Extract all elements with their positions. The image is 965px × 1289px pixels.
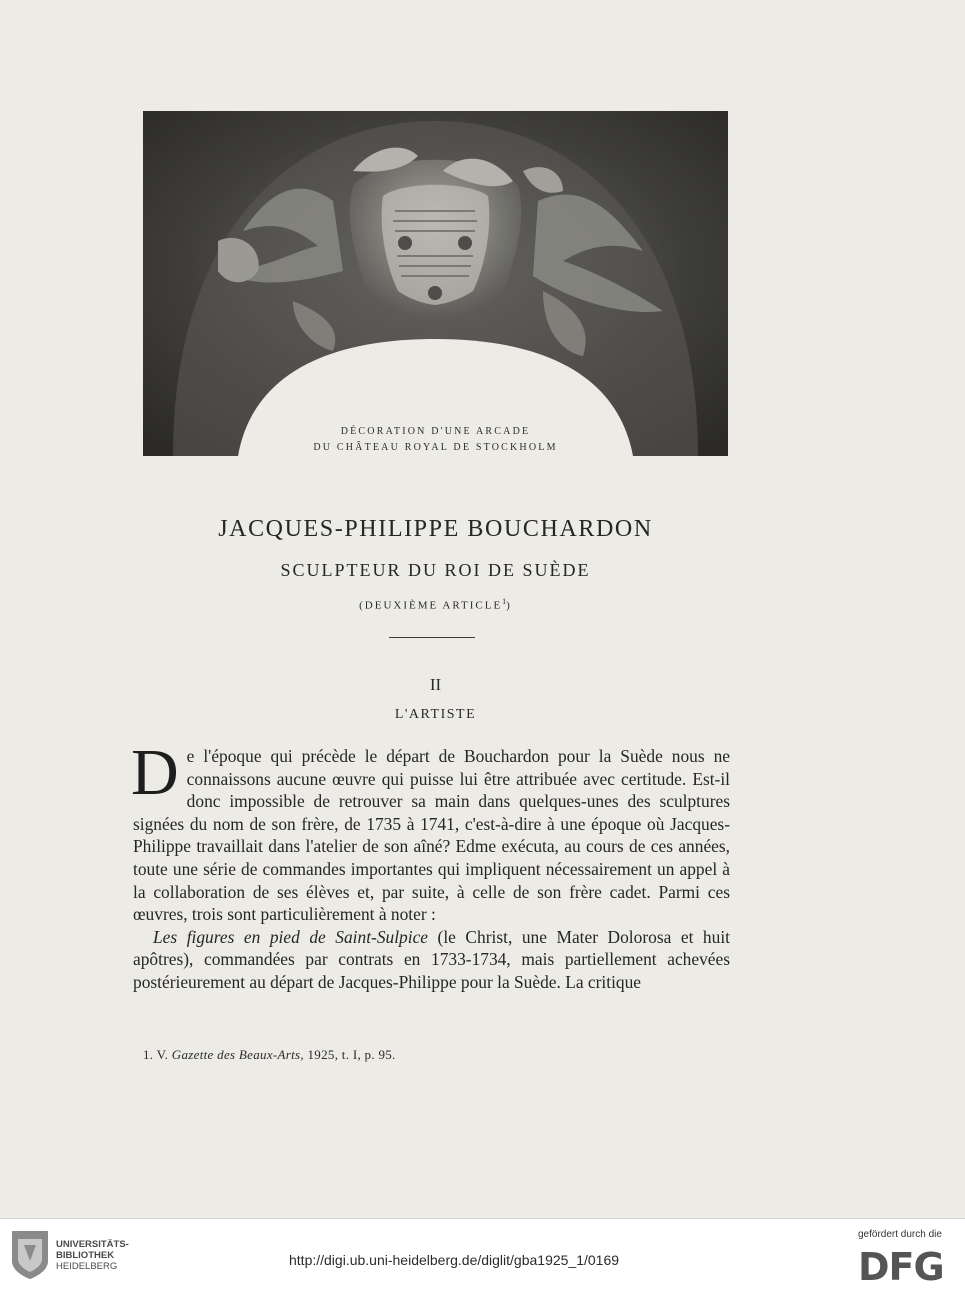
figure-caption-line2: DU CHÂTEAU ROYAL DE STOCKHOLM bbox=[313, 442, 558, 453]
funding-note: gefördert durch die bbox=[858, 1229, 942, 1240]
section-number: II bbox=[429, 675, 442, 694]
paragraph-2-text: (le Christ, une Mater Dolorosa et huit apôtres), commandées par contrats en 1733-1734, mais partiellement achevées postérieurement au départ de Jacques-Philippe pour la Suède. La critique bbox=[133, 926, 730, 992]
footnote-suffix: , 1925, t. I, p. 95. bbox=[300, 1047, 396, 1062]
title-divider bbox=[389, 637, 475, 638]
paragraph-2 bbox=[133, 926, 730, 994]
footnote bbox=[143, 1047, 728, 1063]
paragraph-1 bbox=[131, 736, 730, 926]
footnote-source: Gazette des Beaux-Arts bbox=[171, 1047, 301, 1062]
article-part-label bbox=[143, 597, 728, 612]
paragraph-1-text: e l'époque qui précède le départ de Bouchardon pour la Suède nous ne connaissons aucune œuvre qui puisse lui être attribuée avec certitude. Est-il donc impossible de retrouver sa main dans quelques-unes des sculptures signées du nom de son frère, de 1735 à 1741, c'est-à-dire à une époque où Jacques-Philippe travaillait dans l'atelier de son aîné? Edme exécuta, au cours de ces années, toute une série de commandes importantes qui impliquent nécessairement un appel à la collaboration de ses élèves et, par suite, à celle de son frère cadet. Parmi ces œuvres, trois sont particulièrement à noter : bbox=[133, 746, 730, 925]
article-title: JACQUES-PHILIPPE BOUCHARDON bbox=[218, 516, 653, 542]
arcade-illustration bbox=[143, 111, 728, 456]
library-name-line3: HEIDELBERG bbox=[56, 1261, 118, 1272]
article-subtitle: SCULPTEUR DU ROI DE SUÈDE bbox=[280, 560, 591, 580]
paragraph-2-italic: Les figures en pied de Saint-Sulpice bbox=[153, 926, 429, 947]
article-part-text: (DEUXIÈME ARTICLE bbox=[359, 599, 503, 612]
footnote-marker: 1 bbox=[502, 597, 507, 606]
library-name-line1: UNIVERSITÄTS- bbox=[56, 1239, 129, 1250]
dfg-logo: DFG bbox=[858, 1245, 944, 1289]
footer-bar bbox=[0, 1218, 965, 1289]
permalink-url[interactable]: http://digi.ub.uni-heidelberg.de/diglit/gba1925_1/0169 bbox=[289, 1252, 620, 1268]
article-part-close: ) bbox=[506, 599, 512, 612]
section-title: L'ARTISTE bbox=[394, 707, 477, 722]
drop-cap: D bbox=[131, 736, 179, 809]
university-seal-icon bbox=[8, 1227, 52, 1281]
body-text bbox=[131, 736, 730, 994]
figure-caption-line1: DÉCORATION D'UNE ARCADE bbox=[340, 426, 531, 437]
library-name bbox=[56, 1239, 129, 1272]
footnote-prefix: 1. V. bbox=[143, 1047, 172, 1062]
library-name-line2: BIBLIOTHEK bbox=[56, 1250, 115, 1261]
